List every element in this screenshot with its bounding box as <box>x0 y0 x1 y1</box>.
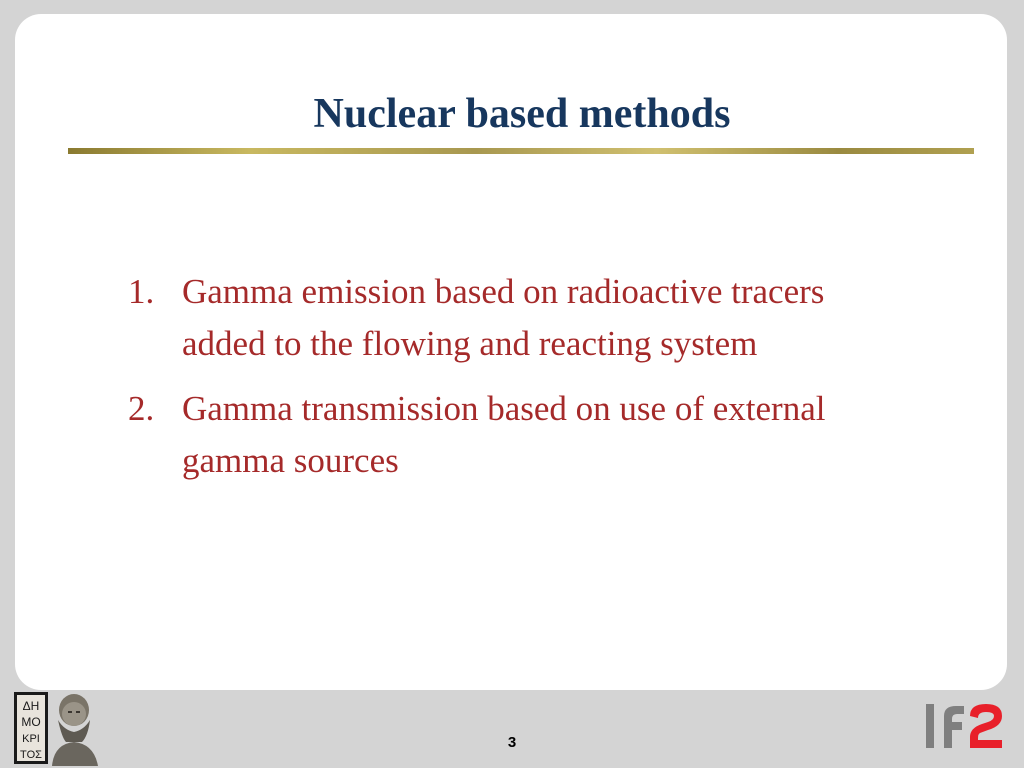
title-underline <box>68 148 974 154</box>
numbered-list <box>128 266 888 500</box>
list-item-text: Gamma emission based on radioactive tracers added to the flowing and reacting system <box>182 272 825 363</box>
demokritos-logo-icon <box>14 690 98 766</box>
list-item <box>128 266 888 370</box>
ife-logo-icon <box>924 700 1006 752</box>
logo-letter-line: ΤΟΣ <box>20 749 42 761</box>
list-item-text: Gamma transmission based on use of external gamma sources <box>182 389 826 480</box>
footer-band <box>0 690 1024 768</box>
logo-letter-line: ΚΡΙ <box>22 733 40 745</box>
list-item-number: 1. <box>128 272 155 311</box>
slide-title: Nuclear based methods <box>313 91 731 137</box>
logo-letter-line: ΜΟ <box>21 715 41 729</box>
logo-letter-line: ΔΗ <box>22 699 40 713</box>
list-item-number: 2. <box>128 389 155 428</box>
page-number: 3 <box>507 734 517 751</box>
list-item <box>128 383 888 487</box>
